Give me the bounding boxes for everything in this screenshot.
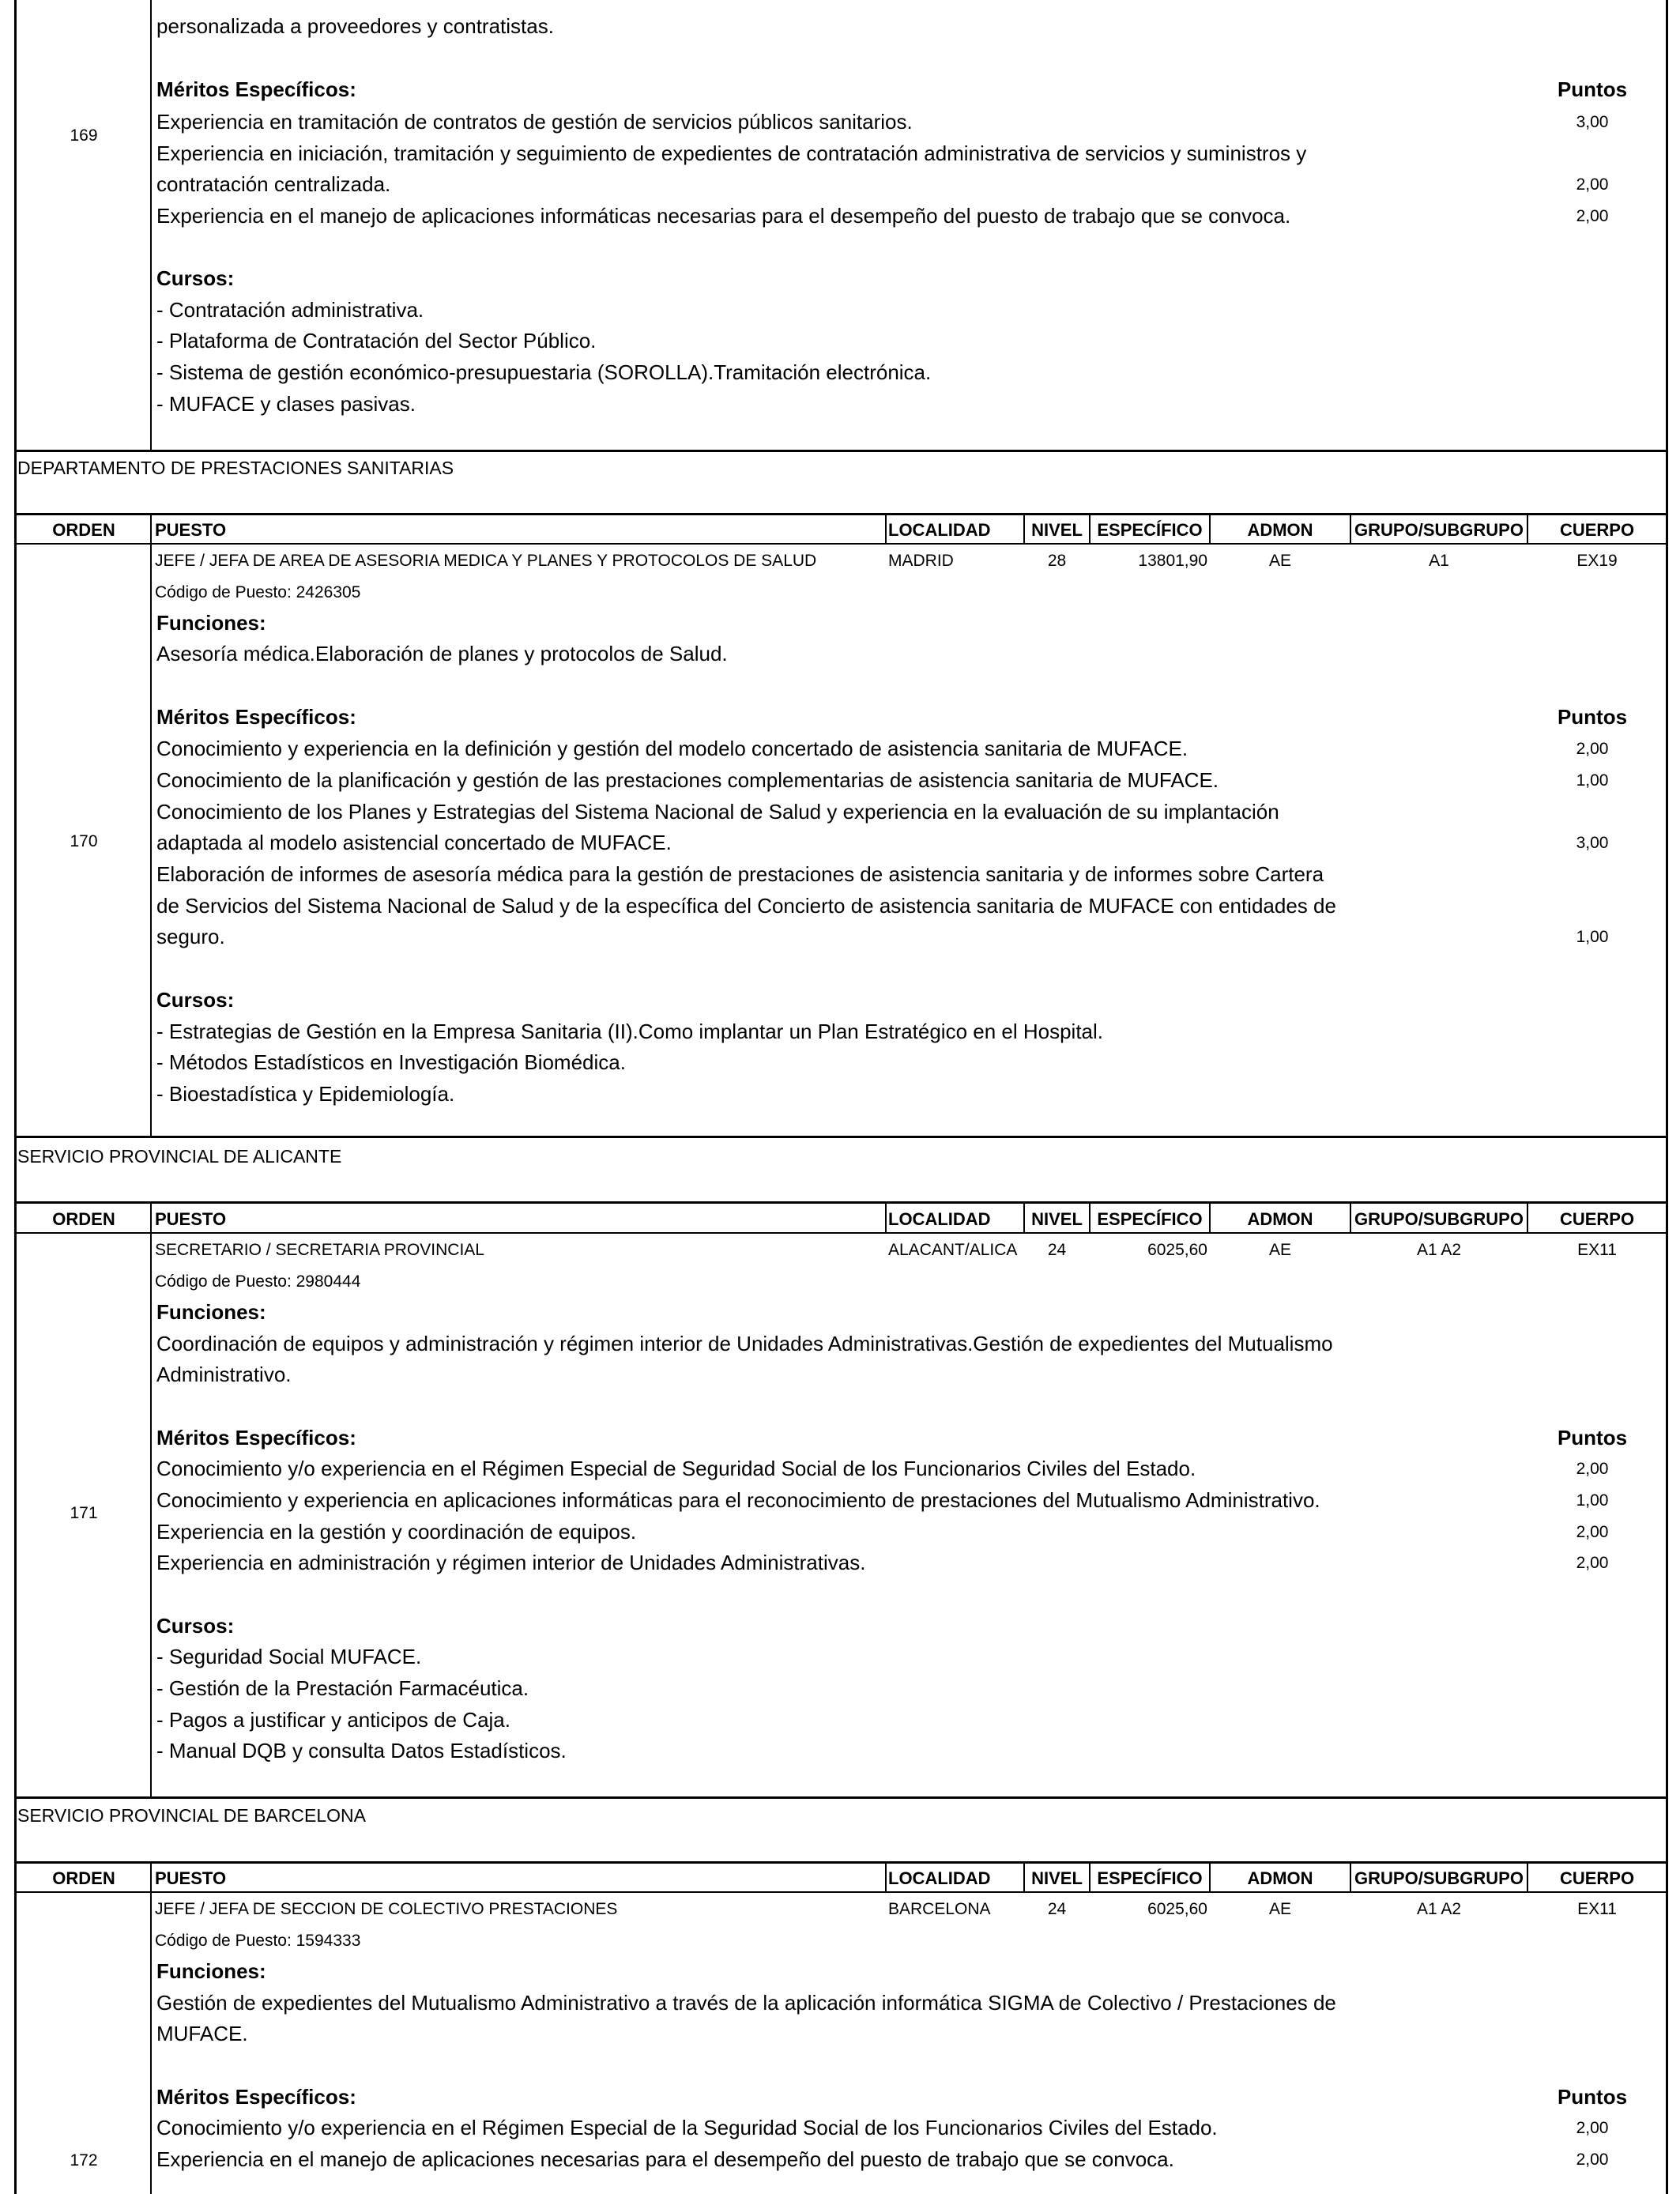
header-grupo-170: GRUPO/SUBGRUPO	[1354, 520, 1524, 540]
funciones-170: Asesoría médica.Elaboración de planes y protocolos de Salud.	[156, 642, 728, 665]
merito-169-2b: contratación centralizada.	[156, 172, 391, 196]
merito-170-3a: Conocimiento de los Planes y Estrategias del Sistema Nacional de Salud y experiencia en la evaluación de su implantación	[156, 800, 1279, 824]
merito-169-3: Experiencia en el manejo de aplicaciones informáticas necesarias para el desempeño del puesto de trabajo que se convoca.	[156, 204, 1291, 228]
merito-171-3-pts: 2,00	[1576, 1523, 1609, 1541]
puntos-label-169: Puntos	[1557, 77, 1628, 101]
localidad-171: ALACANT/ALICA	[888, 1241, 1018, 1259]
merito-171-3: Experiencia en la gestión y coordinación de equipos.	[156, 1520, 637, 1544]
cuerpo-172: EX11	[1577, 1900, 1617, 1918]
admon-170: AE	[1268, 552, 1291, 570]
header-cuerpo-172: CUERPO	[1559, 1868, 1635, 1888]
header-grupo-172: GRUPO/SUBGRUPO	[1354, 1868, 1524, 1888]
section-title-170: DEPARTAMENTO DE PRESTACIONES SANITARIAS	[17, 458, 454, 478]
curso-171-2: - Gestión de la Prestación Farmacéutica.	[156, 1676, 529, 1700]
header-nivel-170: NIVEL	[1031, 520, 1083, 540]
curso-169-2: - Plataforma de Contratación del Sector Público.	[156, 329, 597, 352]
merito-171-4-pts: 2,00	[1576, 1554, 1609, 1572]
header-admon-172: ADMON	[1247, 1868, 1313, 1888]
especifico-170: 13801,90	[1138, 552, 1207, 570]
curso-170-2: - Métodos Estadísticos en Investigación Biomédica.	[156, 1050, 626, 1074]
merito-171-1-pts: 2,00	[1576, 1460, 1609, 1478]
header-localidad-171: LOCALIDAD	[888, 1209, 991, 1229]
merito-170-4-pts: 1,00	[1576, 928, 1609, 946]
merito-172-1-pts: 2,00	[1576, 2119, 1609, 2137]
merito-170-1: Conocimiento y experiencia en la definición y gestión del modelo concertado de asistencia sanitaria de MUFACE.	[156, 737, 1188, 760]
header-nivel-171: NIVEL	[1031, 1209, 1083, 1229]
cursos-label-171: Cursos:	[156, 1614, 235, 1638]
cuerpo-170: EX19	[1576, 552, 1618, 570]
curso-170-3: - Bioestadística y Epidemiología.	[156, 1082, 455, 1106]
header-cuerpo-170: CUERPO	[1559, 520, 1635, 540]
merito-172-2: Experiencia en el manejo de aplicaciones necesarias para el desempeño del puesto de trabajo que se convoca.	[156, 2147, 1174, 2171]
funciones-171b: Administrativo.	[156, 1363, 292, 1386]
merito-170-3b: adaptada al modelo asistencial concertado de MUFACE.	[156, 831, 672, 854]
meritos-label-171: Méritos Específicos:	[156, 1426, 356, 1449]
header-nivel-172: NIVEL	[1031, 1868, 1083, 1888]
header-orden-170: ORDEN	[52, 520, 115, 540]
merito-171-1: Conocimiento y/o experiencia en el Régimen Especial de Seguridad Social de los Funcionarios Civiles del Estado.	[156, 1457, 1196, 1480]
funciones-label-171: Funciones:	[156, 1300, 266, 1324]
meritos-label-172: Méritos Específicos:	[156, 2085, 356, 2109]
merito-169-2a: Experiencia en iniciación, tramitación y seguimiento de expedientes de contratación administrativa de servicios y suministros y	[156, 141, 1307, 165]
puntos-label-170: Puntos	[1557, 705, 1628, 729]
meritos-label-169: Méritos Específicos:	[156, 77, 356, 101]
section-title-171: SERVICIO PROVINCIAL DE ALICANTE	[17, 1146, 342, 1167]
curso-169-1: - Contratación administrativa.	[156, 298, 424, 322]
header-especifico-171: ESPECÍFICO	[1097, 1209, 1203, 1229]
orden-171: 171	[70, 1504, 98, 1522]
merito-172-1: Conocimiento y/o experiencia en el Régimen Especial de la Seguridad Social de los Funcionarios Civiles del Estado.	[156, 2116, 1218, 2139]
header-especifico-172: ESPECÍFICO	[1097, 1868, 1203, 1888]
header-admon-170: ADMON	[1247, 520, 1313, 540]
orden-169: 169	[70, 126, 98, 145]
orden-172: 172	[70, 2151, 98, 2169]
nivel-172: 24	[1047, 1900, 1067, 1918]
curso-169-3: - Sistema de gestión económico-presupuestaria (SOROLLA).Tramitación electrónica.	[156, 360, 932, 384]
cuerpo-171: EX11	[1577, 1241, 1617, 1259]
admon-172: AE	[1268, 1900, 1291, 1918]
funciones-171a: Coordinación de equipos y administración y régimen interior de Unidades Administrativas.Gestión de expedientes del Mutualismo	[156, 1332, 1333, 1355]
puntos-label-171: Puntos	[1557, 1426, 1628, 1449]
header-localidad-170: LOCALIDAD	[888, 520, 991, 540]
puntos-label-172: Puntos	[1557, 2085, 1628, 2109]
merito-169-1-pts: 3,00	[1576, 113, 1609, 131]
localidad-172: BARCELONA	[888, 1900, 991, 1918]
codigo-172: Código de Puesto: 1594333	[155, 1932, 361, 1950]
nivel-171: 24	[1047, 1241, 1067, 1259]
section-title-172: SERVICIO PROVINCIAL DE BARCELONA	[17, 1805, 366, 1826]
merito-171-2: Conocimiento y experiencia en aplicaciones informáticas para el reconocimiento de prestaciones del Mutualismo Administrativo.	[156, 1488, 1320, 1512]
merito-169-3-pts: 2,00	[1576, 207, 1609, 225]
header-puesto-172: PUESTO	[155, 1868, 227, 1888]
merito-170-2: Conocimiento de la planificación y gestión de las prestaciones complementarias de asistencia sanitaria de MUFACE.	[156, 768, 1219, 792]
merito-172-2-pts: 2,00	[1576, 2151, 1609, 2169]
merito-171-2-pts: 1,00	[1576, 1491, 1609, 1510]
funciones-172b: MUFACE.	[156, 2022, 248, 2045]
cursos-label-169: Cursos:	[156, 266, 235, 290]
header-grupo-171: GRUPO/SUBGRUPO	[1354, 1209, 1524, 1229]
header-orden-171: ORDEN	[52, 1209, 115, 1229]
codigo-171: Código de Puesto: 2980444	[155, 1272, 361, 1291]
codigo-170: Código de Puesto: 2426305	[155, 583, 361, 601]
especifico-171: 6025,60	[1147, 1241, 1207, 1259]
admon-171: AE	[1268, 1241, 1291, 1259]
merito-170-2-pts: 1,00	[1576, 771, 1609, 790]
header-orden-172: ORDEN	[52, 1868, 115, 1888]
merito-170-3-pts: 3,00	[1576, 834, 1609, 852]
merito-171-4: Experiencia en administración y régimen interior de Unidades Administrativas.	[156, 1551, 866, 1574]
curso-171-1: - Seguridad Social MUFACE.	[156, 1645, 422, 1668]
grupo-172: A1 A2	[1416, 1900, 1462, 1918]
merito-170-4b: de Servicios del Sistema Nacional de Salud y de la específica del Concierto de asistencia sanitaria de MUFACE con entidades de	[156, 894, 1336, 918]
merito-169-1: Experiencia en tramitación de contratos de gestión de servicios públicos sanitarios.	[156, 110, 913, 134]
orden-170: 170	[70, 832, 98, 850]
curso-169-4: - MUFACE y clases pasivas.	[156, 392, 416, 416]
header-admon-171: ADMON	[1247, 1209, 1313, 1229]
grupo-171: A1 A2	[1416, 1241, 1462, 1259]
merito-170-4c: seguro.	[156, 925, 225, 948]
header-especifico-170: ESPECÍFICO	[1097, 520, 1203, 540]
especifico-172: 6025,60	[1147, 1900, 1207, 1918]
cursos-label-170: Cursos:	[156, 988, 235, 1012]
nivel-170: 28	[1047, 552, 1067, 570]
header-localidad-172: LOCALIDAD	[888, 1868, 991, 1888]
meritos-label-170: Méritos Específicos:	[156, 705, 356, 729]
localidad-170: MADRID	[888, 552, 954, 570]
curso-171-4: - Manual DQB y consulta Datos Estadísticos.	[156, 1739, 567, 1762]
block169-top-text: personalizada a proveedores y contratistas.	[156, 14, 554, 38]
merito-169-2-pts: 2,00	[1576, 175, 1609, 194]
header-puesto-171: PUESTO	[155, 1209, 227, 1229]
puesto-171: SECRETARIO / SECRETARIA PROVINCIAL	[155, 1241, 484, 1259]
header-cuerpo-171: CUERPO	[1559, 1209, 1635, 1229]
puesto-170: JEFE / JEFA DE AREA DE ASESORIA MEDICA Y PLANES Y PROTOCOLOS DE SALUD	[155, 552, 817, 570]
funciones-172a: Gestión de expedientes del Mutualismo Administrativo a través de la aplicación informática SIGMA de Colectivo / Prestaciones de	[156, 1991, 1336, 2015]
curso-170-1: - Estrategias de Gestión en la Empresa Sanitaria (II).Como implantar un Plan Estratégico en el Hospital.	[156, 1020, 1104, 1043]
grupo-170: A1	[1429, 552, 1449, 570]
puesto-172: JEFE / JEFA DE SECCION DE COLECTIVO PRESTACIONES	[155, 1900, 618, 1918]
funciones-label-170: Funciones:	[156, 611, 266, 635]
merito-170-1-pts: 2,00	[1576, 740, 1609, 758]
header-puesto-170: PUESTO	[155, 520, 227, 540]
curso-171-3: - Pagos a justificar y anticipos de Caja.	[156, 1708, 510, 1732]
funciones-label-172: Funciones:	[156, 1959, 266, 1983]
merito-170-4a: Elaboración de informes de asesoría médica para la gestión de prestaciones de asistencia sanitaria y de informes sobre Cartera	[156, 862, 1324, 886]
